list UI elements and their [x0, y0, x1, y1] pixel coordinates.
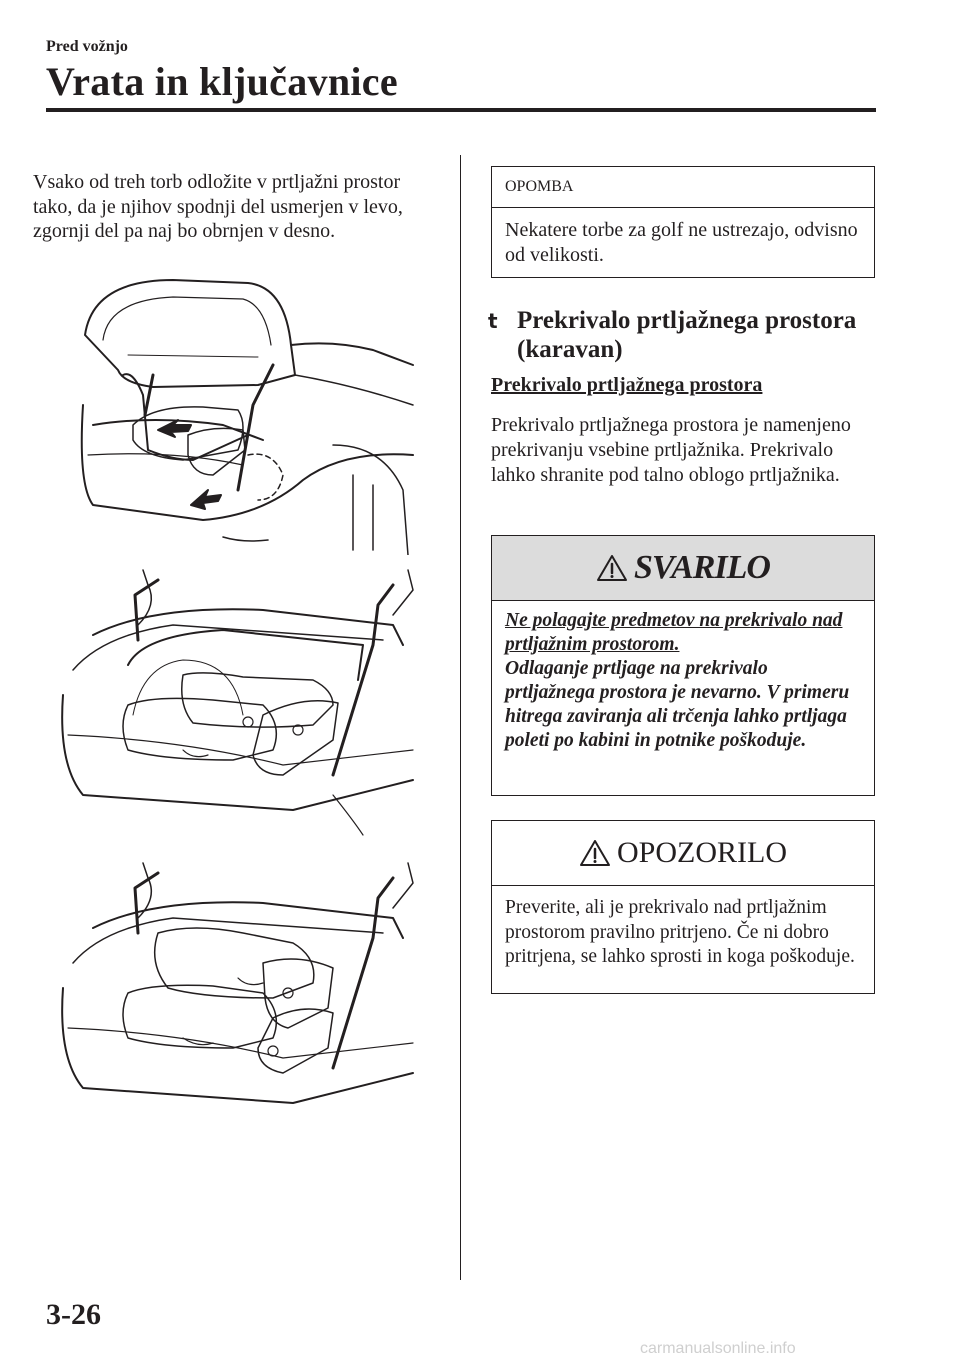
- trunk-open-illustration: [33, 275, 423, 555]
- caution-header: [492, 821, 874, 886]
- warning-title: SVARILO: [634, 549, 770, 586]
- warning-underlined-text: Ne polagajte predmetov na prekrivalo nad prtljažnim prostorom.: [505, 610, 843, 655]
- note-box: [491, 166, 875, 278]
- section-subheading: Prekrivalo prtljažnega prostora: [491, 374, 763, 396]
- warning-triangle-icon: [596, 554, 628, 582]
- golf-bags-layout-illustration-1: [33, 565, 423, 840]
- caution-text: Preverite, ali je prekrivalo nad prtljažnim prostorom pravilno pritrjeno. Če ni dobro pritrjena, se lahko sprosti in koga poškoduje.: [505, 897, 855, 967]
- note-heading: OPOMBA: [492, 167, 874, 208]
- warning-body: [492, 601, 874, 761]
- golf-bags-layout-illustration-2: [33, 858, 423, 1133]
- caution-box: [491, 820, 875, 994]
- page-number: 3-26: [46, 1298, 101, 1331]
- warning-box: [491, 535, 875, 796]
- note-text: Nekatere torbe za golf ne ustrezajo, odvisno od velikosti.: [505, 219, 858, 266]
- chapter-title: Vrata in ključavnice: [46, 59, 398, 104]
- header-rule: [46, 108, 876, 112]
- watermark: carmanualsonline.info: [640, 1340, 796, 1357]
- section-heading: Prekrivalo prtljažnega prostora (karavan): [517, 307, 857, 363]
- section-paragraph: Prekrivalo prtljažnega prostora je namenjeno prekrivanju vsebine prtljažnika. Prekrivalo lahko shranite pod talno oblogo prtljažnika.: [491, 414, 851, 486]
- section-label: Pred vožnjo: [46, 38, 128, 55]
- section-bullet: t: [488, 309, 498, 333]
- warning-header: [492, 536, 874, 601]
- instruction-paragraph: Vsako od treh torb odložite v prtljažni prostor tako, da je njihov spodnji del usmerjen v levo, zgornji del pa naj bo obrnjen v desno.: [33, 171, 403, 242]
- caution-title: OPOZORILO: [617, 836, 787, 869]
- column-divider: [460, 155, 461, 1280]
- warning-triangle-icon: [579, 839, 611, 867]
- warning-text: Odlaganje prtljage na prekrivalo prtljažnega prostora je nevarno. V primeru hitrega zaviranja ali trčenja lahko prtljaga poleti po kabini in potnike poškoduje.: [505, 658, 850, 751]
